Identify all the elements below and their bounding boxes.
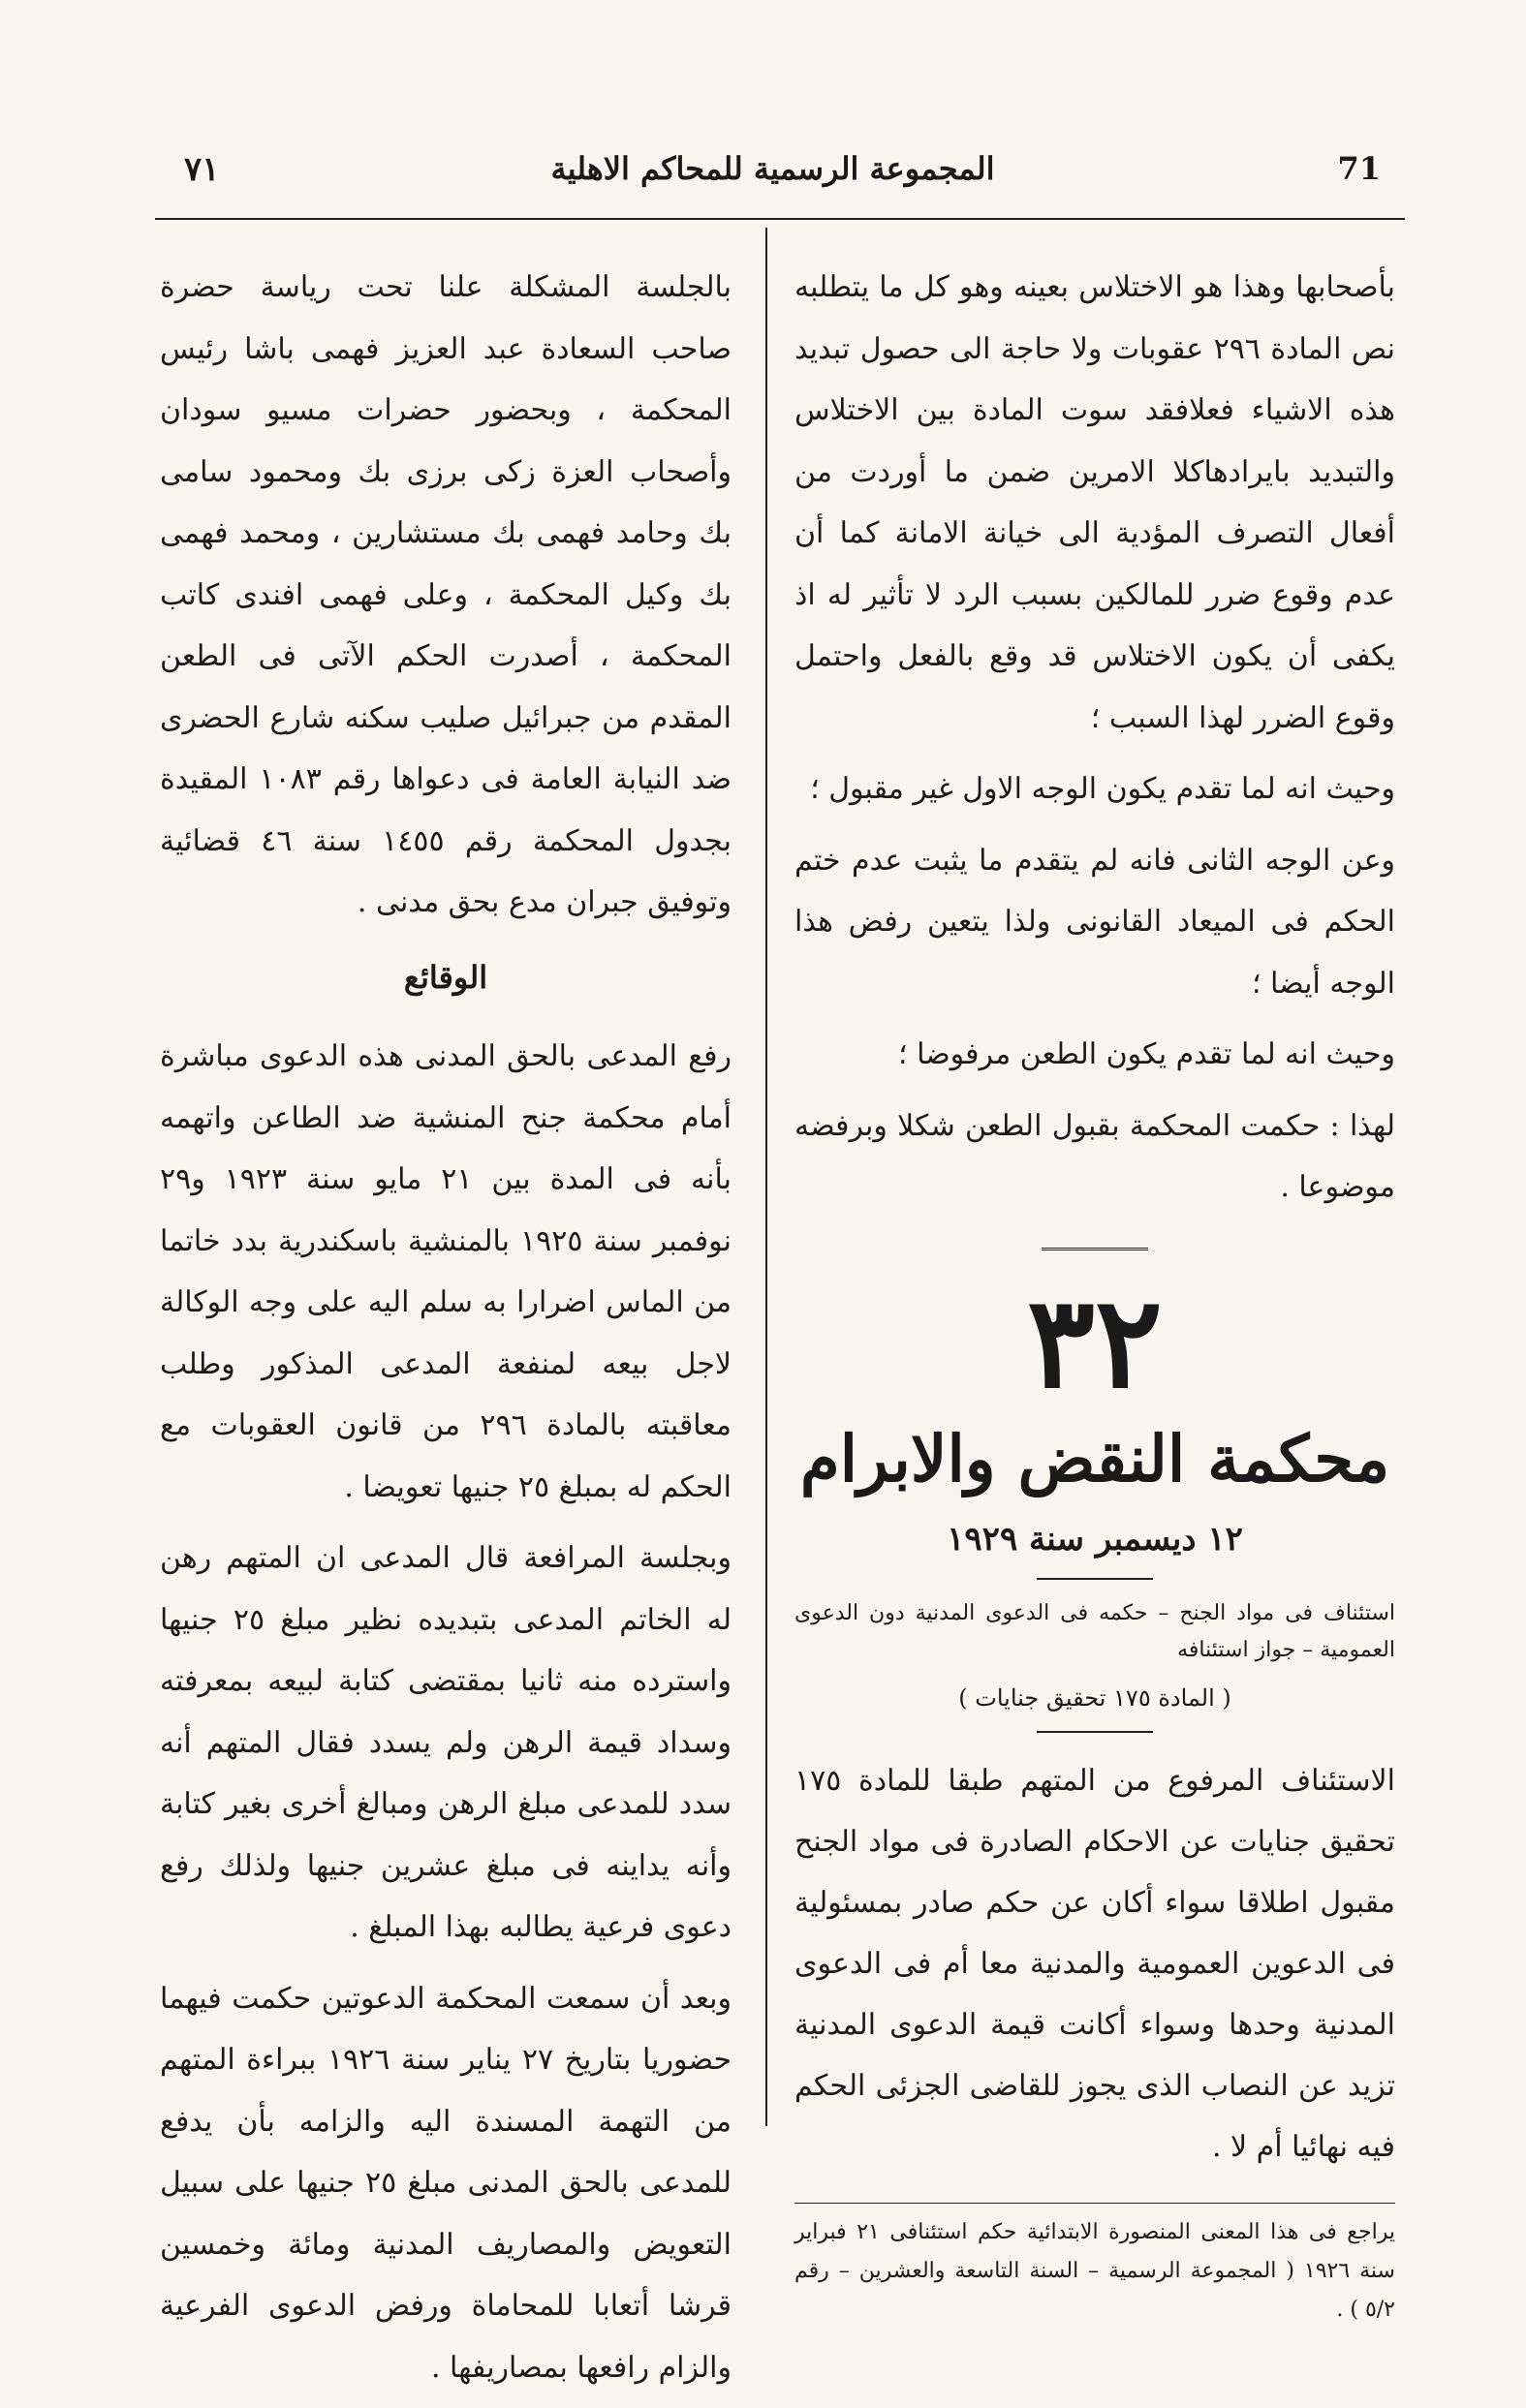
case-number: ٣٢ xyxy=(1027,1267,1163,1416)
footnote: يراجع فى هذا المعنى المنصورة الابتدائية حكم استئنافى ٢١ فبراير سنة ١٩٢٦ ( المجموعة الرسمية – السنة التاسعة والعشرين – رقم ٥/٢ ) . xyxy=(794,2219,1395,2322)
footnote-rule xyxy=(794,2203,1395,2204)
paragraph: لهذا : حكمت المحكمة بقبول الطعن شكلا وبرفضه موضوعا . xyxy=(794,1108,1395,1204)
header-rule xyxy=(155,218,1405,220)
section-divider xyxy=(1042,1248,1148,1250)
paragraph: وبعد أن سمعت المحكمة الدعوتين حكمت فيهما حضوريا بتاريخ ٢٧ يناير سنة ١٩٢٦ ببراءة المتهم من التهمة المسندة اليه والزامه بأن يدفع للمدعى بالحق المدنى مبلغ ٢٥ جنيها على سبيل التعويض والمصاريف المدنية ومائة وخمسين قرشا أتعابا للمحاماة ورفض الدعوى الفرعية والزام رافعها بمصاريفها . xyxy=(160,1981,732,2385)
paragraph: وحيث انه لما تقدم يكون الوجه الاول غير مقبول ؛ xyxy=(810,772,1395,806)
judgment-date: ١٢ ديسمبر سنة ١٩٢٩ xyxy=(947,1519,1243,1559)
left-column xyxy=(160,257,732,2408)
page-title: المجموعة الرسمية للمحاكم الاهلية xyxy=(550,150,995,187)
paragraph: وحيث انه لما تقدم يكون الطعن مرفوضا ؛ xyxy=(898,1037,1395,1071)
article-reference: ( المادة ١٧٥ تحقيق جنايات ) xyxy=(958,1683,1231,1712)
date-divider xyxy=(1037,1578,1153,1580)
facts-heading: الوقائع xyxy=(403,958,488,996)
session-intro: بالجلسة المشكلة علنا تحت رياسة حضرة صاحب السعادة عبد العزيز فهمى باشا رئيس المحكمة ، وبحضور حضرات مسيو سودان وأصحاب العزة زكى برزى بك ومحمود سامى بك وحامد فهمى بك مستشارين ، ومحمد فهمى بك وكيل المحكمة ، وعلى فهمى افندى كاتب المحكمة ، أصدرت الحكم الآتى فى الطعن المقدم من جبرائيل صليب سكنه شارع الحضرى ضد النيابة العامة فى دعواها رقم ١٠٨٣ المقيدة بجدول المحكمة رقم ١٤٥٥ سنة ٤٦ قضائية وتوفيق جبران مدع بحق مدنى . xyxy=(160,270,732,919)
case-summary: استئناف فى مواد الجنح – حكمه فى الدعوى المدنية دون الدعوى العمومية – جواز استئنافه xyxy=(794,1600,1395,1662)
paragraph: وعن الوجه الثانى فانه لم يتقدم ما يثبت عدم ختم الحكم فى الميعاد القانونى ولذا يتعين رفض هذا الوجه أيضا ؛ xyxy=(794,843,1395,1001)
headnote-divider xyxy=(1037,1731,1153,1733)
paragraph: رفع المدعى بالحق المدنى هذه الدعوى مباشرة أمام محكمة جنح المنشية ضد الطاعن واتهمه بأنه فى المدة بين ٢١ مايو سنة ١٩٢٣ و٢٩ نوفمبر سنة ١٩٢٥ بالمنشية باسكندرية بدد خاتما من الماس اضرارا به سلم اليه على وجه الوكالة لاجل بيعه لمنفعة المدعى المذكور وطلب معاقبته بالمادة ٢٩٦ من قانون العقوبات مع الحكم له بمبلغ ٢٥ جنيها تعويضا . xyxy=(160,1039,732,1504)
headnote: الاستئناف المرفوع من المتهم طبقا للمادة ١٧٥ تحقيق جنايات عن الاحكام الصادرة فى مواد الجنح مقبول اطلاقا سواء أكان عن حكم صادر بمسئولية فى الدعوين العمومية والمدنية معا أم فى الدعوى المدنية وحدها وسواء أكانت قيمة الدعوى المدنية تزيد عن النصاب الذى يجوز للقاضى الجزئى الحكم فيه نهائيا أم لا . xyxy=(794,1763,1395,2164)
column-divider xyxy=(765,228,767,2126)
court-name: محكمة النقض والابرام xyxy=(799,1420,1390,1497)
right-column xyxy=(794,257,1395,2330)
paragraph: بأصحابها وهذا هو الاختلاس بعينه وهو كل ما يتطلبه نص المادة ٢٩٦ عقوبات ولا حاجة الى حصول تبديد هذه الاشياء فعلافقد سوت المادة بين الاختلاس والتبديد بايرادهاكلا الامرين ضمن ما أوردت من أفعال التصرف المؤدية الى خيانة الامانة كما أن عدم وقوع ضرر للمالكين بسبب الرد لا تأثير له اذ يكفى أن يكون الاختلاس قد وقع بالفعل واحتمل وقوع الضرر لهذا السبب ؛ xyxy=(794,270,1395,735)
page-header xyxy=(165,150,1381,208)
paragraph: وبجلسة المرافعة قال المدعى ان المتهم رهن له الخاتم المدعى بتبديده نظير مبلغ ٢٥ جنيها واسترده منه ثانيا بمقتضى كتابة لبيعه بمعرفته وسداد قيمة الرهن ولم يسدد فقال المتهم أنه سدد للمدعى مبلغ الرهن ومبالغ أخرى بغير كتابة وأنه يداينه فى مبلغ عشرين جنيها ولذلك رفع دعوى فرعية يطالبه بهذا المبلغ . xyxy=(160,1541,732,1944)
page-number-arabic: ٧١ xyxy=(184,150,220,189)
page-number-latin: 71 xyxy=(1337,150,1381,187)
